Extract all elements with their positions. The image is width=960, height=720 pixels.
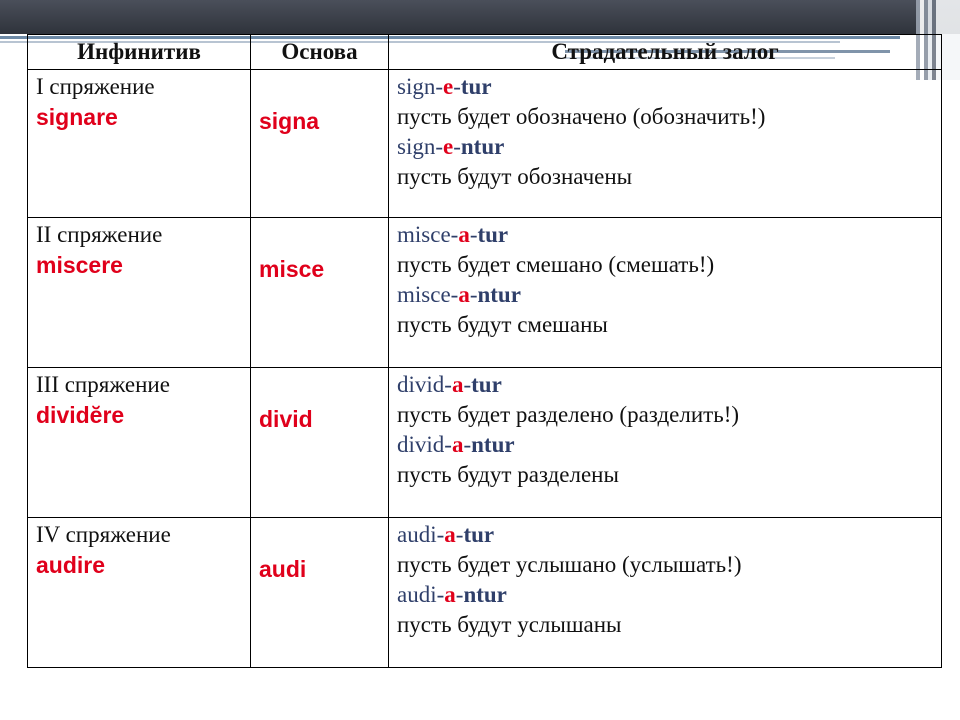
translation-singular: пусть будет разделено (разделить!) xyxy=(397,402,740,427)
form-sep: - xyxy=(455,522,464,547)
form-sep: - xyxy=(463,432,472,457)
stem-cell xyxy=(251,218,389,368)
form-vowel: e xyxy=(443,134,454,159)
form-vowel: a xyxy=(451,372,464,397)
form-base: audi- xyxy=(397,522,445,547)
header-stem: Основа xyxy=(251,35,389,70)
infinitive-word: audire xyxy=(36,552,106,578)
conjugation-label: II спряжение xyxy=(36,222,163,247)
header-row xyxy=(28,35,942,70)
form-singular xyxy=(397,520,933,550)
form-plural xyxy=(397,132,933,162)
form-sep: - xyxy=(469,222,478,247)
form-plural xyxy=(397,580,933,610)
form-vowel: a xyxy=(451,432,464,457)
conjugation-label: III спряжение xyxy=(36,372,170,397)
passive-cell xyxy=(389,518,942,668)
form-base: sign- xyxy=(397,74,443,99)
infinitive-cell xyxy=(28,368,251,518)
form-sep: - xyxy=(455,582,464,607)
form-sep: - xyxy=(453,134,461,159)
form-sep: - xyxy=(469,282,478,307)
infinitive-word: signare xyxy=(36,104,118,130)
form-vowel: a xyxy=(458,282,470,307)
form-singular xyxy=(397,220,933,250)
translation-singular: пусть будет услышано (услышать!) xyxy=(397,552,742,577)
form-ending: ntur xyxy=(477,282,521,307)
stem-word: divid xyxy=(259,406,313,432)
slide-top-bar xyxy=(0,0,960,34)
form-ending: tur xyxy=(477,222,509,247)
stem-word: misce xyxy=(259,256,325,282)
table-row xyxy=(28,218,942,368)
translation-plural: пусть будут обозначены xyxy=(397,164,633,189)
infinitive-cell xyxy=(28,518,251,668)
form-singular xyxy=(397,370,933,400)
conjugation-table xyxy=(27,34,942,668)
form-plural xyxy=(397,430,933,460)
form-ending: ntur xyxy=(460,134,505,159)
stem-cell xyxy=(251,368,389,518)
form-ending: ntur xyxy=(463,582,507,607)
translation-singular: пусть будет обозначено (обозначить!) xyxy=(397,104,766,129)
form-vowel: e xyxy=(443,74,454,99)
infinitive-word: dividĕre xyxy=(36,402,125,428)
table-row xyxy=(28,518,942,668)
translation-plural: пусть будут смешаны xyxy=(397,312,608,337)
form-plural xyxy=(397,280,933,310)
header-passive-voice: Страдательный залог xyxy=(389,35,942,70)
infinitive-cell xyxy=(28,70,251,218)
form-ending: tur xyxy=(471,372,502,397)
table-row xyxy=(28,70,942,218)
form-ending: tur xyxy=(460,74,492,99)
form-sep: - xyxy=(463,372,472,397)
form-vowel: a xyxy=(444,582,456,607)
conjugation-label: IV спряжение xyxy=(36,522,171,547)
stem-cell xyxy=(251,70,389,218)
table-row xyxy=(28,368,942,518)
form-base: misce- xyxy=(397,282,459,307)
passive-cell xyxy=(389,70,942,218)
infinitive-cell xyxy=(28,218,251,368)
form-sep: - xyxy=(453,74,461,99)
form-base: divid- xyxy=(397,432,452,457)
form-singular xyxy=(397,72,933,102)
form-base: misce- xyxy=(397,222,459,247)
form-vowel: a xyxy=(444,522,456,547)
stem-word: signa xyxy=(259,108,320,134)
infinitive-word: miscere xyxy=(36,252,123,278)
form-ending: tur xyxy=(463,522,495,547)
translation-plural: пусть будут разделены xyxy=(397,462,619,487)
conjugation-label: I спряжение xyxy=(36,74,155,99)
stem-word: audi xyxy=(259,556,307,582)
passive-cell xyxy=(389,218,942,368)
form-base: audi- xyxy=(397,582,445,607)
translation-plural: пусть будут услышаны xyxy=(397,612,622,637)
passive-cell xyxy=(389,368,942,518)
form-vowel: a xyxy=(458,222,470,247)
stem-cell xyxy=(251,518,389,668)
header-infinitive: Инфинитив xyxy=(28,35,251,70)
form-base: divid- xyxy=(397,372,452,397)
form-base: sign- xyxy=(397,134,443,159)
translation-singular: пусть будет смешано (смешать!) xyxy=(397,252,715,277)
form-ending: ntur xyxy=(471,432,515,457)
